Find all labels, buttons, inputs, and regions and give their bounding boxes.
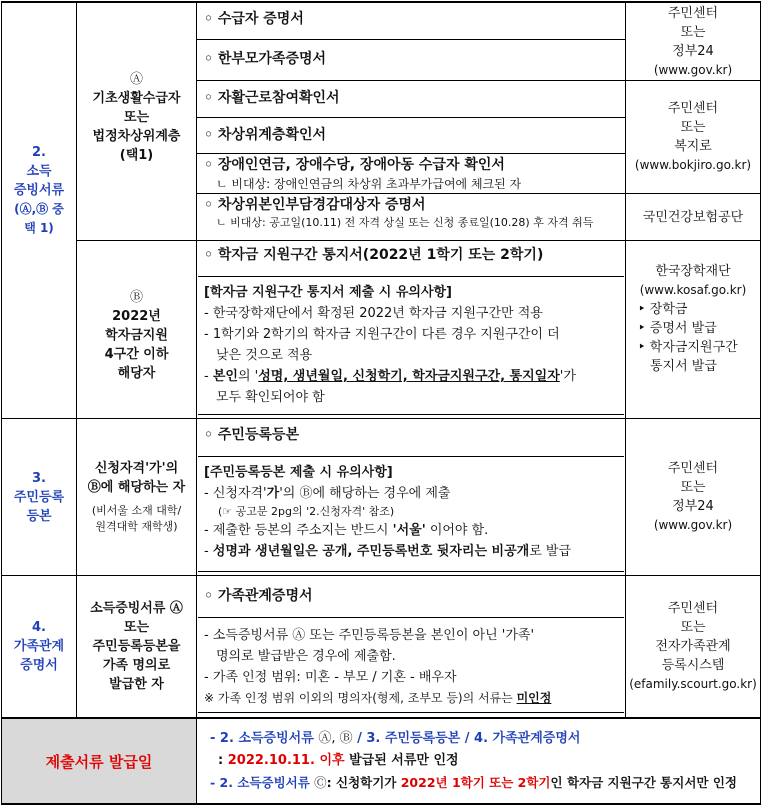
- section-subtitle-line: (Ⓐ,Ⓑ 중: [14, 201, 64, 216]
- doc-row-disability: ◦ 장애인연금, 장애수당, 장애아동 수급자 확인서 ㄴ 비대상: 장애인연금의 차상위 초과부가급여에 체크된 자: [198, 156, 624, 193]
- doc-row-tuition-notice: ◦ 학자금 지원구간 통지서(2022년 1학기 또는 2학기): [204, 247, 544, 263]
- section-2-heading: [2, 140, 76, 240]
- resident-register-cautions: [주민등록등본 제출 시 유의사항] - 신청자격'가'의 Ⓑ에 해당하는 경우에 제출 (☞ 공고문 2pg의 '2.신청자격' 참조) - 제출한 등본의 주소지는 반드시 '서울' 이어야 함. - 성명과 생년월일은 공개, 주민등록번호 뒷자리는 비공개로 발급: [204, 465, 572, 559]
- section-4-target: 소득증빙서류 Ⓐ 또는 주민등록등본을 가족 명의로 발급한 자: [90, 601, 183, 692]
- issuer-bokjiro: 주민센터 또는 복지로 (www.bokjiro.go.kr): [634, 101, 752, 172]
- section-3-heading: 3. 주민등록 등본: [13, 470, 65, 524]
- issue-date-rules: - 2. 소득증빙서류 Ⓐ, Ⓑ / 3. 주민등록등본 / 4. 가족관계증명서 : 2022.10.11. 이후 발급된 서류만 인정 - 2. 소득증빙서류 Ⓒ: 신청학기가 2022년 1학기 또는 2학기인 학자금 지원구간 통지서만 인정: [210, 731, 737, 790]
- note-text: ㄴ 비대상: 장애인연금의 차상위 초과부가급여에 체크된 자: [216, 177, 522, 191]
- doc-row-single-parent: ◦ 한부모가족증명서: [204, 51, 327, 67]
- tuition-notice-cautions: [학자금 지원구간 통지서 제출 시 유의사항] - 한국장학재단에서 확정된 2022년 학자금 지원구간만 적용 - 1학기와 2학기의 학자금 지원구간이 다른 경우 지원구간이 더 낮은 것으로 적용 - 본인의 '성명, 생년월일, 신청학기, 학자금지원구간, 통지일자'가 모두 확인되어야 함: [204, 285, 576, 405]
- doc-row-copay-reduction: ◦ 차상위본인부담경감대상자 증명서 ㄴ 비대상: 공고일(10.11) 전 자격 상실 또는 신청 종료일(10.28) 후 자격 취득: [198, 196, 624, 231]
- doc-row-near-poverty: ◦ 차상위계층확인서: [204, 127, 327, 143]
- doc-row-resident-register: ◦ 주민등록등본: [204, 427, 299, 443]
- issuer-gov24: 주민센터 또는 정부24 (www.gov.kr): [653, 5, 733, 77]
- issuer-kosaf: 한국장학재단 (www.kosaf.go.kr) ‣ 장학금 ‣ 증명서 발급 ‣ 학자금지원구간 통지서 발급: [638, 264, 747, 374]
- target-group-a: Ⓐ 기초생활수급자 또는 법정차상위계층 (택1): [92, 72, 181, 163]
- section-subtitle-line: 택 1): [24, 220, 54, 235]
- doc-row-family-relation: ◦ 가족관계증명서: [204, 588, 313, 604]
- issue-date-label: 제출서류 발급일: [45, 752, 153, 771]
- doc-row-self-support: ◦ 자활근로참여확인서: [204, 90, 340, 106]
- family-relation-cautions: - 소득증빙서류 Ⓐ 또는 주민등록등본을 본인이 아닌 '가족' 명의로 발급받은 경우에 제출함. - 가족 인정 범위: 미혼 - 부모 / 기혼 - 배우자 ※ 가족 인정 범위 이외의 명의자(형제, 조부모 등)의 서류는 미인정: [204, 628, 552, 705]
- issuer-nhis: 국민건강보험공단: [642, 209, 744, 225]
- note-text: ㄴ 비대상: 공고일(10.11) 전 자격 상실 또는 신청 종료일(10.28) 후 자격 취득: [216, 216, 594, 229]
- section-number: 2.: [32, 144, 46, 160]
- section-title-line: 소득: [26, 163, 52, 179]
- target-group-b: Ⓑ 2022년 학자금지원 4구간 이하 해당자: [104, 289, 169, 381]
- doc-row-recipient-cert: ◦ 수급자 증명서: [204, 11, 304, 27]
- section-title-line: 증빙서류: [13, 182, 65, 198]
- section-3-target: 신청자격'가'의 Ⓑ에 해당하는 자 (비서울 소재 대학/ 원격대학 재학생): [87, 461, 186, 533]
- issuer-gov24-sec3: 주민센터 또는 정부24 (www.gov.kr): [653, 461, 733, 532]
- issuer-efamily: 주민센터 또는 전자가족관계 등록시스템 (efamily.scourt.go.kr): [629, 601, 757, 691]
- section-4-heading: 4. 가족관계 증명서: [13, 620, 65, 673]
